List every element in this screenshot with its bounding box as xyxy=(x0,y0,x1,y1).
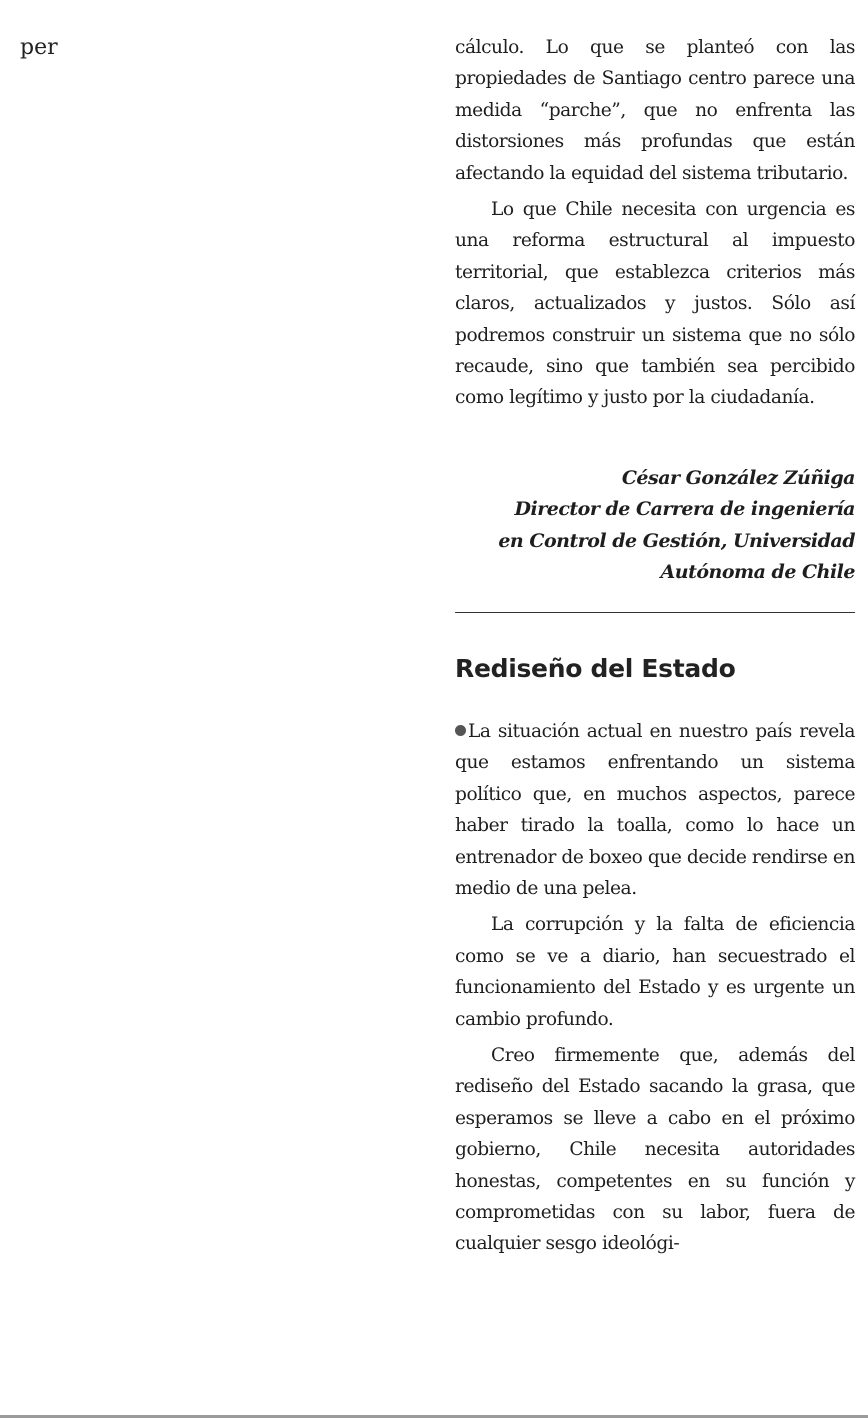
letter-paragraph: cálculo. Lo que se planteó con las propiedades de Santiago centro parece una medida “parche”, que no enfrenta las distorsiones más profundas que están afectando la equidad del sistema tributario. xyxy=(455,37,855,184)
letter-paragraph xyxy=(455,716,855,904)
letters-column xyxy=(455,32,855,1260)
letter-paragraph: Creo firmemente que, además del rediseño del Estado sacando la grasa, que esperamos se lleve a cabo en el próximo gobierno, Chile necesita autoridades honestas, competentes en su función y comprometidas con su labor, fuera de cualquier sesgo ideológi- xyxy=(455,1044,855,1255)
signature-role: en Control de Gestión, Universidad xyxy=(498,529,855,552)
page-bottom-border xyxy=(0,1415,868,1418)
letter-paragraph-text: La situación actual en nuestro país revela que estamos enfrentando un sistema político que, en muchos aspectos, parece haber tirado la toalla, como lo hace un entrenador de boxeo que decide rendirse en medio de una pelea. xyxy=(455,720,855,899)
signature-role: Autónoma de Chile xyxy=(660,561,855,584)
letter-paragraph: La corrupción y la falta de eficiencia como se ve a diario, han secuestrado el funcionamiento del Estado y es urgente un cambio profundo. xyxy=(455,914,855,1030)
letter-paragraph: Lo que Chile necesita con urgencia es una reforma estructural al impuesto territorial, que establezca criterios más claros, actualizados y justos. Sólo así podremos construir un sistema que no sólo recaude, sino que también sea percibido como legítimo y justo por la ciudadanía. xyxy=(455,199,855,409)
bullet-icon xyxy=(455,725,466,736)
signature-role: Director de Carrera de ingeniería xyxy=(514,498,855,521)
section-divider xyxy=(455,612,855,613)
letter-rediseno-del-estado xyxy=(455,654,855,1260)
letter-signature xyxy=(455,463,855,589)
letter-headline: Rediseño del Estado xyxy=(455,653,736,683)
signature-name: César González Zúñiga xyxy=(621,466,855,489)
letter-impuesto-territorial xyxy=(455,32,855,589)
previous-column-fragment: per xyxy=(20,35,58,60)
